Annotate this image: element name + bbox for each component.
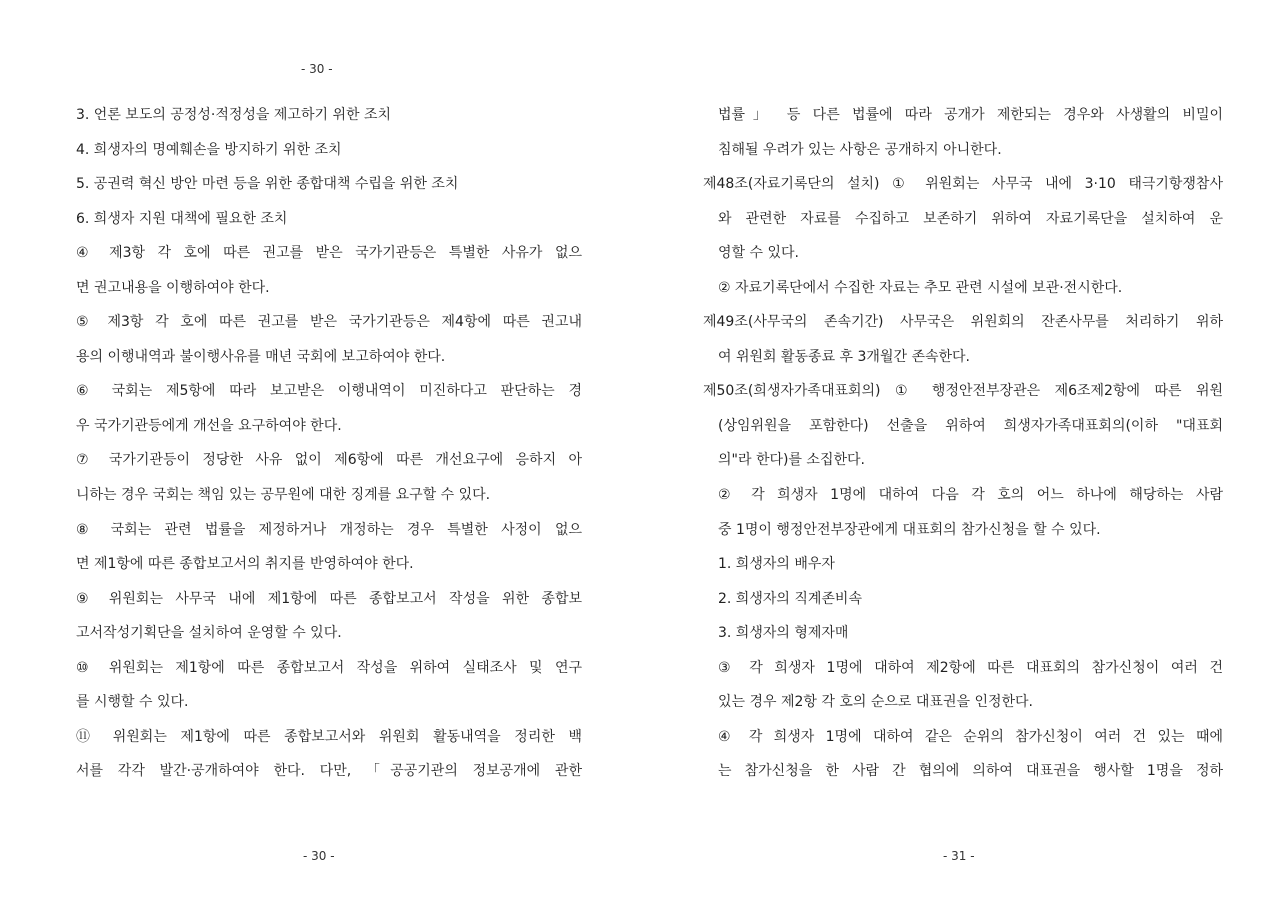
text-line: ⑪ 위원회는 제1항에 따른 종합보고서와 위원회 활동내역을 정리한 백	[76, 728, 582, 745]
text-line: 고서작성기획단을 설치하여 운영할 수 있다.	[76, 625, 342, 642]
text-line: 4. 희생자의 명예훼손을 방지하기 위한 조치	[76, 141, 342, 158]
text-line: ⑩ 위원회는 제1항에 따른 종합보고서 작성을 위하여 실태조사 및 연구	[76, 659, 582, 676]
text-line: 제50조(희생자가족대표회의) ① 행정안전부장관은 제6조제2항에 따른 위원	[703, 383, 1223, 400]
text-line: (상임위원을 포함한다) 선출을 위하여 희생자가족대표회의(이하 "대표회	[718, 417, 1223, 434]
right-page-body	[703, 98, 1223, 789]
text-line: 1. 희생자의 배우자	[718, 556, 835, 573]
text-line: 영할 수 있다.	[718, 245, 799, 262]
text-line: ⑧ 국회는 관련 법률을 제정하거나 개정하는 경우 특별한 사정이 없으	[76, 521, 582, 538]
text-line: 6. 희생자 지원 대책에 필요한 조치	[76, 210, 288, 227]
left-page-body	[76, 98, 582, 789]
text-line: 중 1명이 행정안전부장관에게 대표회의 참가신청을 할 수 있다.	[718, 521, 1101, 538]
text-line: 3. 언론 보도의 공정성·적정성을 제고하기 위한 조치	[76, 107, 391, 123]
text-line: 3. 희생자의 형제자매	[718, 625, 849, 642]
top-page-number: - 30 -	[301, 62, 333, 76]
left-page-number: - 30 -	[303, 849, 335, 863]
text-line: 제49조(사무국의 존속기간) 사무국은 위원회의 잔존사무를 처리하기 위하	[703, 314, 1223, 331]
text-line: 법률」 등 다른 법률에 따라 공개가 제한되는 경우와 사생활의 비밀이	[718, 107, 1223, 123]
text-line: ② 각 희생자 1명에 대하여 다음 각 호의 어느 하나에 해당하는 사람	[718, 487, 1223, 504]
text-line: 와 관련한 자료를 수집하고 보존하기 위하여 자료기록단을 설치하여 운	[718, 210, 1223, 227]
text-line: 있는 경우 제2항 각 호의 순으로 대표권을 인정한다.	[718, 694, 1033, 711]
text-line: ⑦ 국가기관등이 정당한 사유 없이 제6항에 따른 개선요구에 응하지 아	[76, 452, 582, 469]
text-line: 니하는 경우 국회는 책임 있는 공무원에 대한 징계를 요구할 수 있다.	[76, 487, 491, 504]
text-line: 침해될 우려가 있는 사항은 공개하지 아니한다.	[718, 141, 1002, 158]
text-line: ⑤ 제3항 각 호에 따른 권고를 받은 국가기관등은 제4항에 따른 권고내	[76, 314, 582, 331]
text-line: 용의 이행내역과 불이행사유를 매년 국회에 보고하여야 한다.	[76, 348, 446, 365]
text-line: 는 참가신청을 한 사람 간 협의에 의하여 대표권을 행사할 1명을 정하	[718, 763, 1223, 780]
text-line: 를 시행할 수 있다.	[76, 694, 189, 711]
text-line: 면 제1항에 따른 종합보고서의 취지를 반영하여야 한다.	[76, 556, 414, 573]
text-line: ④ 제3항 각 호에 따른 권고를 받은 국가기관등은 특별한 사유가 없으	[76, 245, 582, 262]
text-line: 면 권고내용을 이행하여야 한다.	[76, 279, 270, 296]
text-line: 우 국가기관등에게 개선을 요구하여야 한다.	[76, 417, 342, 434]
text-line: 5. 공권력 혁신 방안 마련 등을 위한 종합대책 수립을 위한 조치	[76, 176, 459, 193]
text-line: ④ 각 희생자 1명에 대하여 같은 순위의 참가신청이 여러 건 있는 때에	[718, 728, 1223, 745]
text-line: ⑥ 국회는 제5항에 따라 보고받은 이행내역이 미진하다고 판단하는 경	[76, 383, 582, 400]
right-page-number: - 31 -	[943, 849, 975, 863]
text-line: ② 자료기록단에서 수집한 자료는 추모 관련 시설에 보관·전시한다.	[718, 279, 1123, 296]
text-line: 서를 각각 발간·공개하여야 한다. 다만, 「공공기관의 정보공개에 관한	[76, 763, 582, 780]
text-line: 여 위원회 활동종료 후 3개월간 존속한다.	[718, 348, 970, 365]
text-line: 2. 희생자의 직계존비속	[718, 590, 862, 607]
text-line: ③ 각 희생자 1명에 대하여 제2항에 따른 대표회의 참가신청이 여러 건	[718, 659, 1223, 676]
text-line: ⑨ 위원회는 사무국 내에 제1항에 따른 종합보고서 작성을 위한 종합보	[76, 590, 582, 607]
text-line: 의"라 한다)를 소집한다.	[718, 452, 865, 469]
text-line: 제48조(자료기록단의 설치) ① 위원회는 사무국 내에 3·10 태극기항쟁참사	[703, 176, 1223, 193]
